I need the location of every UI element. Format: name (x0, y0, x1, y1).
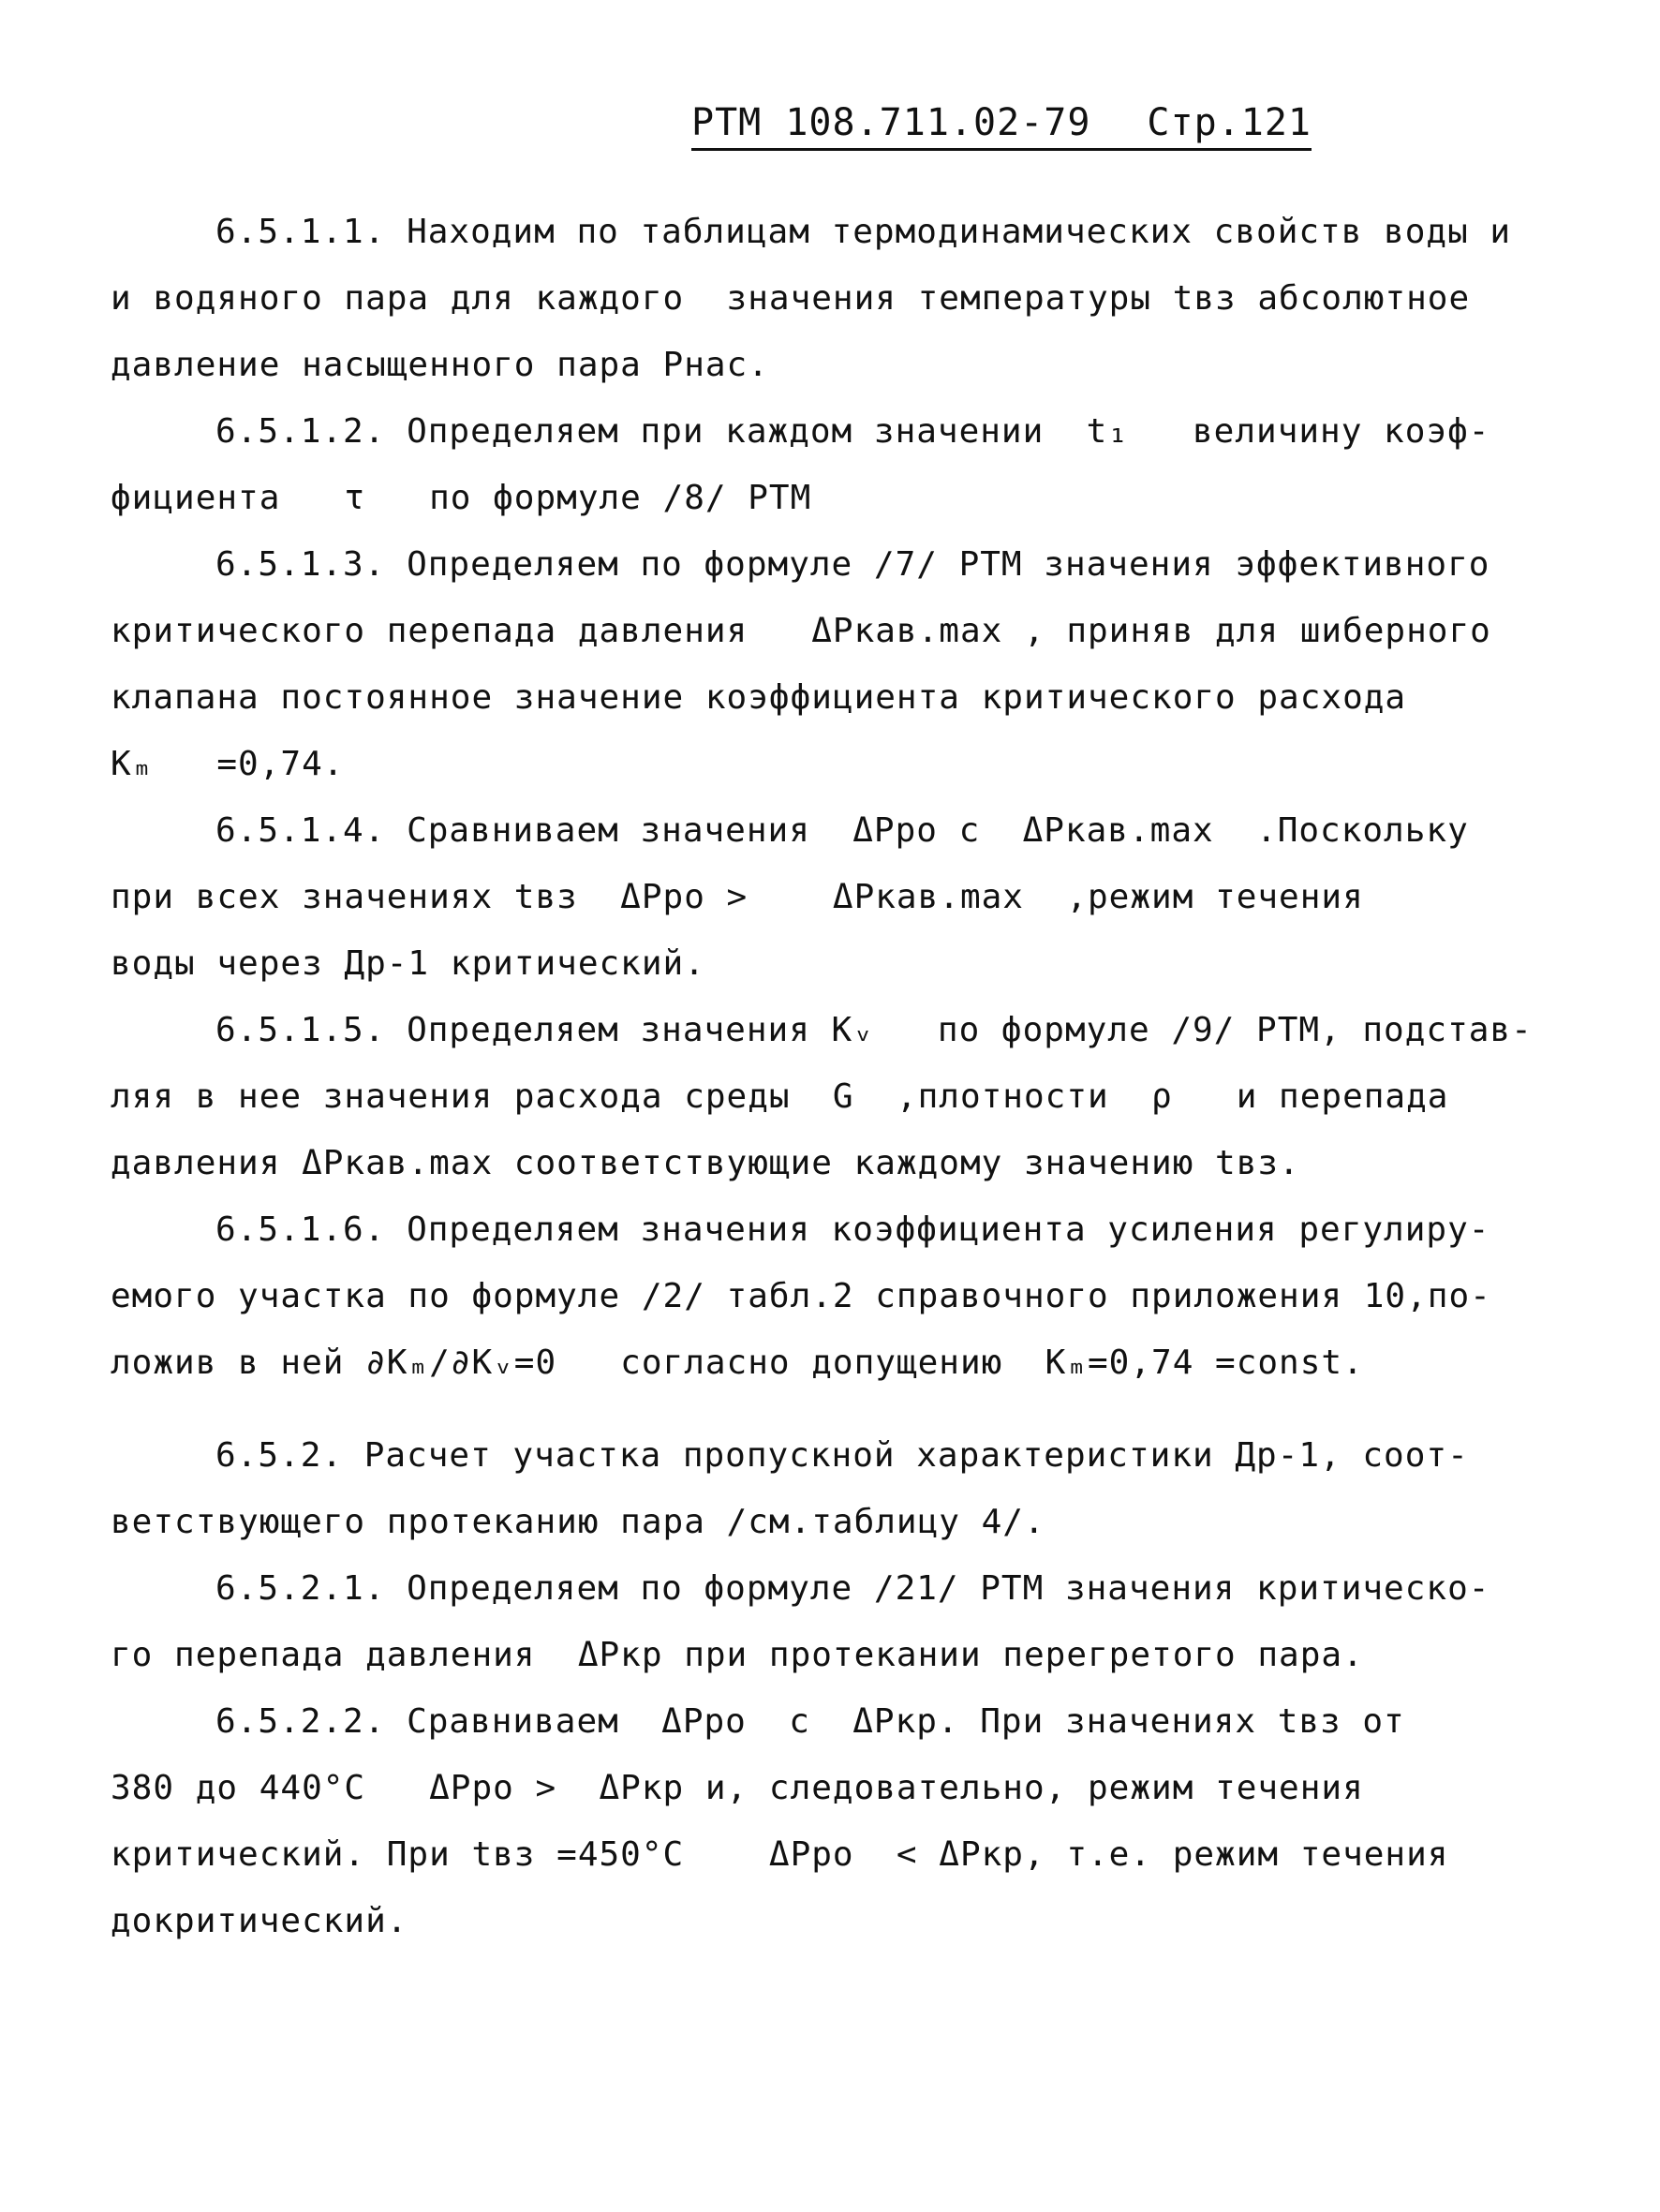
text-line: 6.5.1.1. Находим по таблицам термодинамических свойств воды и (215, 213, 1512, 251)
text-line: докритический. (111, 1902, 408, 1940)
text-line: емого участка по формуле /2/ табл.2 справочного приложения 10,по- (111, 1277, 1491, 1315)
text-line: воды через Др-1 критический. (111, 944, 705, 983)
text-line: го перепада давления ΔРкр при протекании перегретого пара. (111, 1636, 1364, 1674)
text-line: ветствующего протеканию пара /см.таблицу 4/. (111, 1503, 1045, 1541)
document-code: РТМ 108.711.02-79 (691, 101, 1091, 144)
text-line: 6.5.1.6. Определяем значения коэффициента усиления регулиру- (215, 1210, 1490, 1249)
text-line: критического перепада давления ΔРкав.max , приняв для шиберного (111, 612, 1491, 650)
document-body (111, 199, 1534, 1954)
text-line: 6.5.1.4. Сравниваем значения ΔРро с ΔРкав.max .Поскольку (215, 811, 1469, 850)
text-line: давление насыщенного пара Рнас. (111, 346, 769, 384)
text-line: давления ΔРкав.max соответствующие каждому значению tвз. (111, 1144, 1300, 1182)
text-line: 6.5.1.3. Определяем по формуле /7/ РТМ значения эффективного (215, 545, 1490, 584)
text-line: 6.5.2.2. Сравниваем ΔРро с ΔРкр. При значениях tвз от (215, 1702, 1405, 1741)
text-line: ляя в нее значения расхода среды G ,плотности ρ и перепада (111, 1077, 1449, 1116)
page-header (691, 101, 1312, 151)
text-line: ложив в ней ∂Kₘ/∂Kᵥ=0 согласно допущению Kₘ=0,74 =const. (111, 1344, 1364, 1382)
text-line: критический. При tвз =450°С ΔРро < ΔРкр, т.е. режим течения (111, 1835, 1449, 1874)
text-line: 6.5.2. Расчет участка пропускной характеристики Др-1, соот- (215, 1436, 1469, 1475)
text-line: 6.5.1.5. Определяем значения Kᵥ по формуле /9/ РТМ, подстав- (215, 1011, 1533, 1049)
text-line: 6.5.1.2. Определяем при каждом значении t₁ величину коэф- (215, 412, 1490, 451)
text-line: 380 до 440°С ΔРро > ΔРкр и, следовательно, режим течения (111, 1769, 1364, 1807)
text-line: Kₘ =0,74. (111, 745, 345, 783)
text-line: 6.5.2.1. Определяем по формуле /21/ РТМ значения критическо- (215, 1569, 1490, 1608)
text-line: и водяного пара для каждого значения температуры tвз абсолютное (111, 279, 1471, 318)
page-number: Стр.121 (1147, 101, 1312, 144)
text-line: при всех значениях tвз ΔРро > ΔРкав.max ,режим течения (111, 878, 1364, 916)
text-line: клапана постоянное значение коэффициента критического расхода (111, 678, 1407, 717)
text-line: фициента τ по формуле /8/ РТМ (111, 479, 812, 517)
